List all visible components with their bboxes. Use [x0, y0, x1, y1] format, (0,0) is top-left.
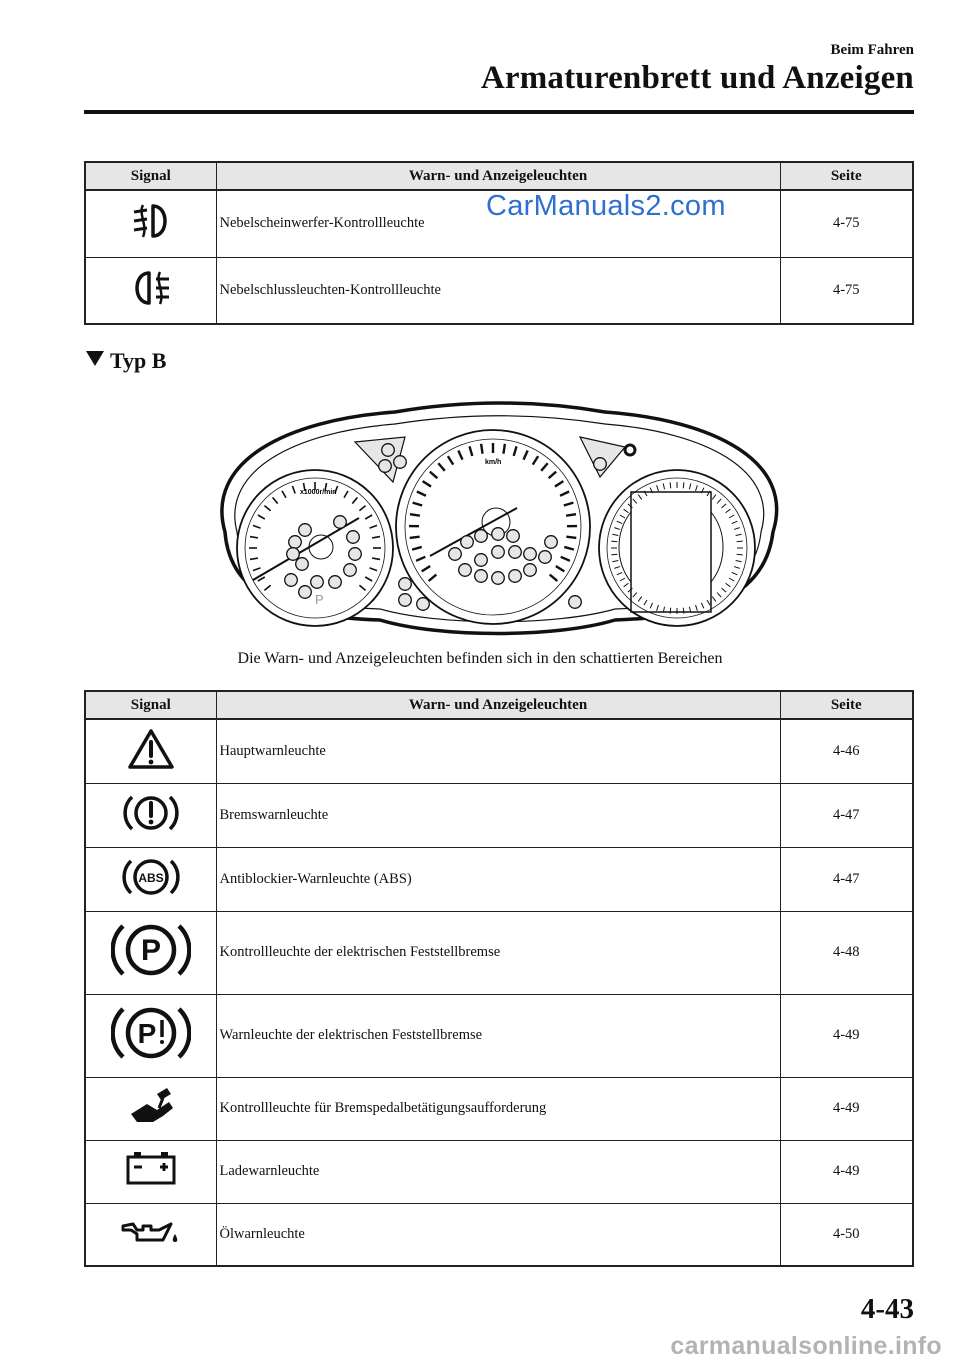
page-number: 4-43 [860, 1293, 914, 1325]
gear-label: P [315, 592, 324, 607]
indicator-lamp [492, 546, 505, 559]
table2-name-4: Warnleuchte der elektrischen Feststellbremse [216, 994, 780, 1077]
table2-name-0: Hauptwarnleuchte [216, 719, 780, 783]
front-fog-light-icon [85, 190, 216, 257]
indicator-lamp [289, 536, 302, 549]
indicator-lamp [344, 564, 357, 577]
table2-page-7: 4-50 [780, 1203, 913, 1266]
indicator-lamp [524, 564, 537, 577]
indicator-lamp [449, 548, 462, 561]
indicator-lamp [417, 598, 430, 611]
indicator-lamp [539, 551, 552, 564]
gauge-tick [737, 541, 743, 542]
table-row [85, 1077, 913, 1140]
table-row [85, 783, 913, 847]
table-row [85, 911, 913, 994]
indicator-lamp [492, 572, 505, 585]
table2-page-3: 4-48 [780, 911, 913, 994]
table-row [85, 1140, 913, 1203]
col-page-header: Seite [780, 162, 913, 190]
table2-page-4: 4-49 [780, 994, 913, 1077]
indicator-lamp [475, 554, 488, 567]
indicator-lamp [461, 536, 474, 549]
instrument-cluster-illustration [205, 392, 790, 642]
table2-name-2: Antiblockier-Warnleuchte (ABS) [216, 847, 780, 911]
table2-page-6: 4-49 [780, 1140, 913, 1203]
table-row [85, 994, 913, 1077]
indicator-lamp [379, 460, 392, 473]
table-row [85, 719, 913, 783]
indicator-lamp [299, 524, 312, 537]
indicator-lamp [285, 574, 298, 587]
indicator-lamp [459, 564, 472, 577]
svg-text:P: P [140, 934, 161, 967]
svg-text:ABS: ABS [138, 870, 164, 885]
indicator-lamp [349, 548, 362, 561]
col-name-header: Warn- und Anzeigeleuchten [216, 691, 780, 719]
indicator-lamp [545, 536, 558, 549]
gauge-tick [683, 482, 684, 488]
signal-table-1 [84, 161, 914, 325]
parking-brake-warning-icon [85, 994, 216, 1077]
indicator-lamp [475, 530, 488, 543]
col-signal-header: Signal [85, 691, 216, 719]
brake-warning-icon [85, 783, 216, 847]
gauge-tick [410, 537, 420, 538]
table2-page-2: 4-47 [780, 847, 913, 911]
figure-caption: Die Warn- und Anzeigeleuchten befinden sich in den schattierten Bereichen [237, 650, 723, 667]
table-row [85, 1203, 913, 1266]
watermark: CarManuals2.com [486, 190, 726, 222]
table1-name-0: Nebelscheinwerfer-Kontrollleuchte [216, 190, 780, 257]
indicator-lamp [524, 548, 537, 561]
table2-page-0: 4-46 [780, 719, 913, 783]
table1-page-1: 4-75 [780, 257, 913, 324]
gauge-tick [611, 541, 617, 542]
gauge-tick [670, 482, 671, 488]
indicator-lamp [399, 578, 412, 591]
gauge-tick [410, 514, 420, 516]
indicator-lamp [299, 586, 312, 599]
indicator-lamp [475, 570, 488, 583]
col-signal-header: Signal [85, 162, 216, 190]
indicator-lamp [492, 528, 505, 541]
indicator-lamp [329, 576, 342, 589]
signal-table-2 [84, 690, 914, 1267]
parking-brake-indicator-icon [85, 911, 216, 994]
indicator-lamp [594, 458, 607, 471]
indicator-lamp [507, 530, 520, 543]
page-title: Armaturenbrett und Anzeigen [480, 60, 914, 96]
table2-name-3: Kontrollleuchte der elektrischen Feststellbremse [216, 911, 780, 994]
section-header: Beim Fahren [830, 42, 914, 58]
table-row [85, 847, 913, 911]
gauge-tick [503, 444, 504, 454]
table-row [85, 257, 913, 324]
rear-fog-light-icon [85, 257, 216, 324]
section-heading-text: Typ B [110, 348, 167, 373]
master-warning-icon [85, 719, 216, 783]
col-name-header: Warn- und Anzeigeleuchten [216, 162, 780, 190]
table2-name-7: Ölwarnleuchte [216, 1203, 780, 1266]
indicator-lamp [311, 576, 324, 589]
section-heading [86, 348, 166, 374]
gauge-tick [611, 554, 617, 555]
brake-pedal-prompt-icon [85, 1077, 216, 1140]
table2-page-1: 4-47 [780, 783, 913, 847]
header-rule [84, 110, 914, 114]
indicator-lamp [569, 596, 582, 609]
table2-name-1: Bremswarnleuchte [216, 783, 780, 847]
indicator-lamp [399, 594, 412, 607]
table-header-row [85, 162, 913, 190]
indicator-lamp [509, 546, 522, 559]
svg-text:P: P [137, 1018, 157, 1049]
tach-label: x1000r/min [300, 489, 337, 496]
col-page-header: Seite [780, 691, 913, 719]
gauge-tick [481, 444, 482, 454]
indicator-lamp [296, 558, 309, 571]
indicator-lamp [509, 570, 522, 583]
table1-name-1: Nebelschlussleuchten-Kontrollleuchte [216, 257, 780, 324]
table2-page-5: 4-49 [780, 1077, 913, 1140]
indicator-lamp [394, 456, 407, 469]
gauge-tick [566, 514, 576, 516]
speed-label: km/h [485, 459, 502, 466]
gauge-tick [566, 537, 576, 538]
oil-can-icon [85, 1203, 216, 1266]
indicator-lamp [334, 516, 347, 529]
abs-warning-icon [85, 847, 216, 911]
gauge-tick [737, 554, 743, 555]
indicator-lamp [287, 548, 300, 561]
footer-watermark: carmanualsonline.info [670, 1332, 942, 1360]
indicator-lamp [347, 531, 360, 544]
indicator-lamp [382, 444, 395, 457]
table2-name-5: Kontrollleuchte für Bremspedalbetätigungsaufforderung [216, 1077, 780, 1140]
triangle-bullet-icon [86, 351, 104, 366]
table1-page-0: 4-75 [780, 190, 913, 257]
battery-icon [85, 1140, 216, 1203]
table2-name-6: Ladewarnleuchte [216, 1140, 780, 1203]
table-header-row [85, 691, 913, 719]
